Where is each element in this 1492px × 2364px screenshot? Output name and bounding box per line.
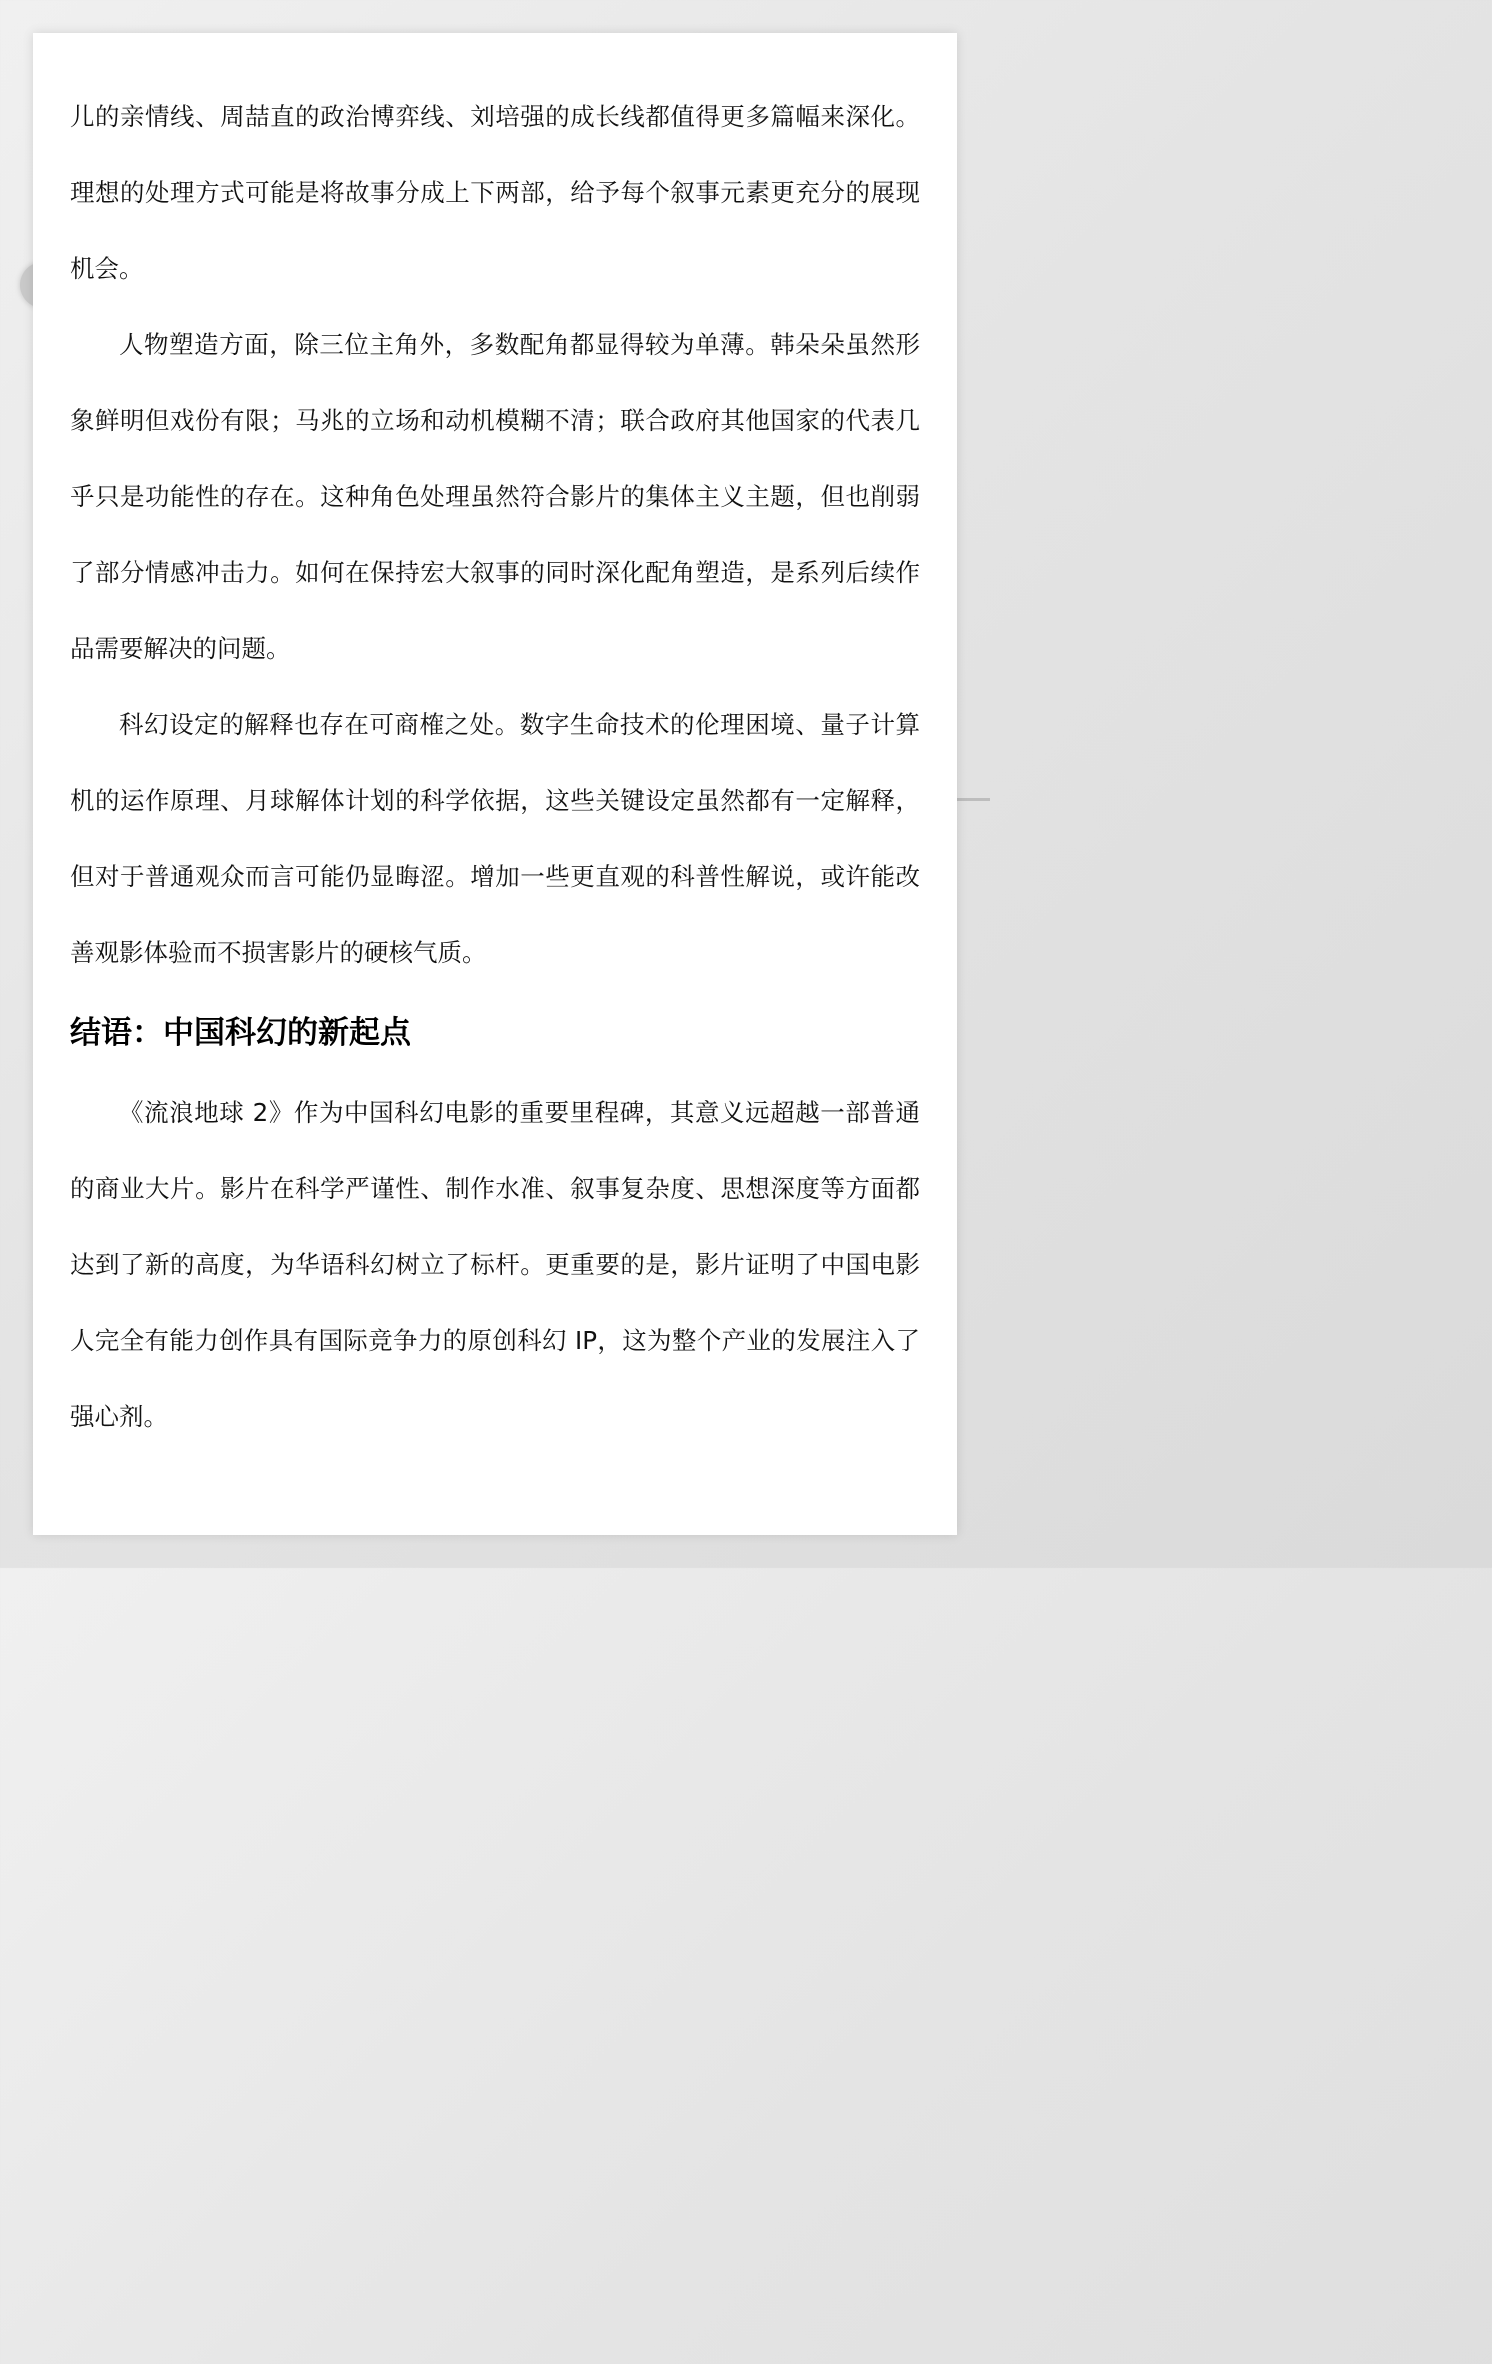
paragraph-character-development: 人物塑造方面，除三位主角外，多数配角都显得较为单薄。韩朵朵虽然形象鲜明但戏份有限；马兆的立场和动机模糊不清；联合政府其他国家的代表几乎只是功能性的存在。这种角色处理虽然符合影片的集体主义主题，但也削弱了部分情感冲击力。如何在保持宏大叙事的同时深化配角塑造，是系列后续作品需要解决的问题。	[70, 330, 920, 663]
section-heading-conclusion: 结语：中国科幻的新起点	[70, 1015, 411, 1051]
paragraph-scifi-settings: 科幻设定的解释也存在可商榷之处。数字生命技术的伦理困境、量子计算机的运作原理、月球解体计划的科学依据，这些关键设定虽然都有一定解释，但对于普通观众而言可能仍显晦涩。增加一些更直观的科普性解说，或许能改善观影体验而不损害影片的硬核气质。	[70, 710, 920, 967]
document-page	[33, 33, 957, 1535]
paragraph-narrative-continuation: 儿的亲情线、周喆直的政治博弈线、刘培强的成长线都值得更多篇幅来深化。理想的处理方式可能是将故事分成上下两部，给予每个叙事元素更充分的展现机会。	[70, 102, 920, 283]
paragraph-conclusion: 《流浪地球 2》作为中国科幻电影的重要里程碑，其意义远超越一部普通的商业大片。影片在科学严谨性、制作水准、叙事复杂度、思想深度等方面都达到了新的高度，为华语科幻树立了标杆。更重要的是，影片证明了中国电影人完全有能力创作具有国际竞争力的原创科幻 IP，这为整个产业的发展注入了强心剂。	[70, 1098, 920, 1431]
